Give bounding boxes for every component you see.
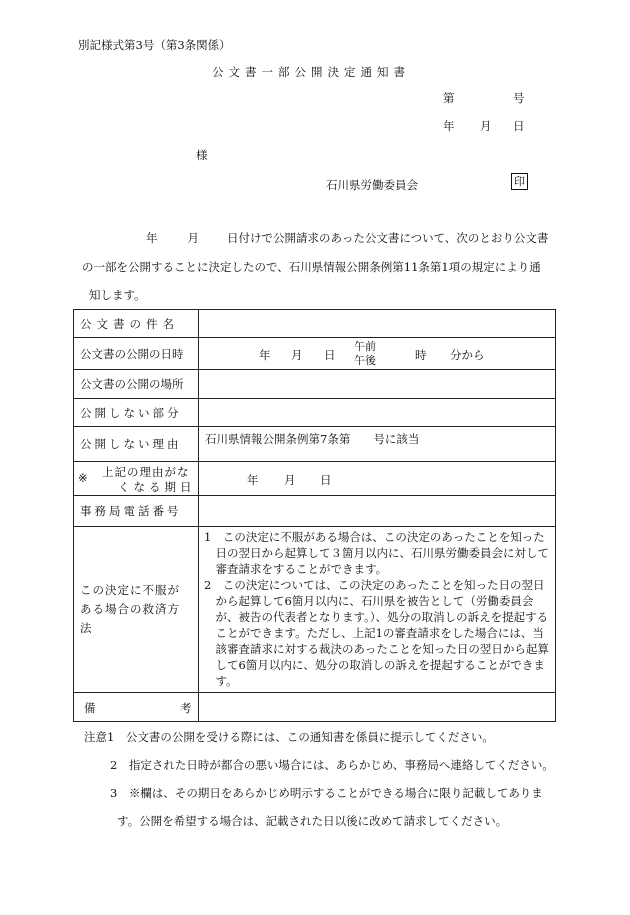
number-label: 第 xyxy=(443,91,455,105)
dt-am: 午前 xyxy=(354,340,376,353)
public-datetime-value xyxy=(199,338,556,370)
table-row xyxy=(74,693,556,722)
form-number: 別記様式第3号（第3条関係） xyxy=(78,38,231,52)
note-1: 注意1 公文書の公開を受ける際には、この通知書を係員に提示してください。 xyxy=(84,730,494,744)
undisclosed-reason-label: 公開しない理由 xyxy=(74,427,199,462)
dt-hour: 時 xyxy=(415,348,427,362)
table-row xyxy=(74,310,556,338)
relief-item-1: 1 この決定に不服がある場合は、この決定のあったことを知った日の翌日から起算して３箇月以内に、石川県労働委員会に対して審査請求をすることができます。 xyxy=(204,530,549,576)
dt-pm: 午後 xyxy=(354,354,376,367)
decision-table xyxy=(73,309,556,722)
document-title: 公文書一部公開決定通知書 xyxy=(212,65,410,79)
doc-name-label: 公文書の件名 xyxy=(74,310,199,338)
table-row xyxy=(74,399,556,427)
intro-month: 月 xyxy=(187,231,199,245)
note-4: す。公開を希望する場合は、記載された日以後に改めて請求してください。 xyxy=(117,814,508,828)
undisclosed-part-label: 公開しない部分 xyxy=(74,399,199,427)
end-day: 日 xyxy=(320,473,332,487)
phone-value xyxy=(199,496,556,527)
dt-month: 月 xyxy=(291,348,303,362)
note-2: 2 指定された日時が都合の悪い場合には、あらかじめ、事務局へ連絡してください。 xyxy=(110,758,554,772)
table-row xyxy=(74,338,556,370)
relief-label: この決定に不服がある場合の救済方法 xyxy=(74,527,199,693)
date-month: 月 xyxy=(480,119,492,133)
reason-end-label-1: 上記の理由がな xyxy=(102,465,190,479)
reason-end-label xyxy=(74,462,199,496)
note-3: 3 ※欄は、その期日をあらかじめ明示することができる場合に限り記載してありま xyxy=(110,786,543,800)
table-row xyxy=(74,527,556,693)
remarks-label xyxy=(74,693,199,722)
intro-line-1 xyxy=(82,230,552,246)
reason-end-value xyxy=(199,462,556,496)
place-value xyxy=(199,370,556,399)
table-row xyxy=(74,370,556,399)
date-year: 年 xyxy=(443,119,455,133)
date-day: 日 xyxy=(513,119,525,133)
reason-end-label-2: くなる期日 xyxy=(118,480,196,494)
dt-day: 日 xyxy=(324,348,336,362)
table-row xyxy=(74,496,556,527)
table-row xyxy=(74,462,556,496)
remarks-label-1: 備 xyxy=(84,701,96,715)
phone-label: 事務局電話番号 xyxy=(74,496,199,527)
issuer-name: 石川県労働委員会 xyxy=(326,178,418,192)
end-year: 年 xyxy=(247,473,259,487)
intro-line-2: の一部を公開することに決定したので、石川県情報公開条例第11条第1項の規定により通 xyxy=(82,260,541,274)
kome-mark: ※ xyxy=(78,471,88,485)
dt-min-from: 分から xyxy=(450,348,485,362)
undisclosed-part-value xyxy=(199,399,556,427)
seal-mark: 印 xyxy=(511,173,528,190)
addressee-suffix: 様 xyxy=(196,148,208,162)
number-unit: 号 xyxy=(513,91,525,105)
table-row xyxy=(74,427,556,462)
doc-name-value xyxy=(199,310,556,338)
relief-text xyxy=(199,527,556,693)
place-label: 公文書の公開の場所 xyxy=(74,370,199,399)
intro-year: 年 xyxy=(146,231,158,245)
remarks-label-2: 考 xyxy=(180,701,192,715)
public-datetime-label: 公文書の公開の日時 xyxy=(74,338,199,370)
intro-line-3: 知します。 xyxy=(89,288,146,302)
end-month: 月 xyxy=(284,473,296,487)
intro-line1-tail: 日付けで公開請求のあった公文書について、次のとおり公文書 xyxy=(227,231,549,245)
remarks-value xyxy=(199,693,556,722)
relief-item-2: 2 この決定については、この決定のあったことを知った日の翌日から起算して6箇月以内に、石川県を被告として（労働委員会が、被告の代表者となります。）、処分の取消しの訴えを提起することができます。ただし、上記1の審査請求をした場合には、当該審査請求に対する裁決のあったことを知った日の翌日から起算して6箇月以内に、処分の取消しの訴えを提起することができます。 xyxy=(204,578,549,688)
undisclosed-reason-value: 石川県情報公開条例第7条第 号に該当 xyxy=(199,427,556,462)
dt-year: 年 xyxy=(259,348,271,362)
